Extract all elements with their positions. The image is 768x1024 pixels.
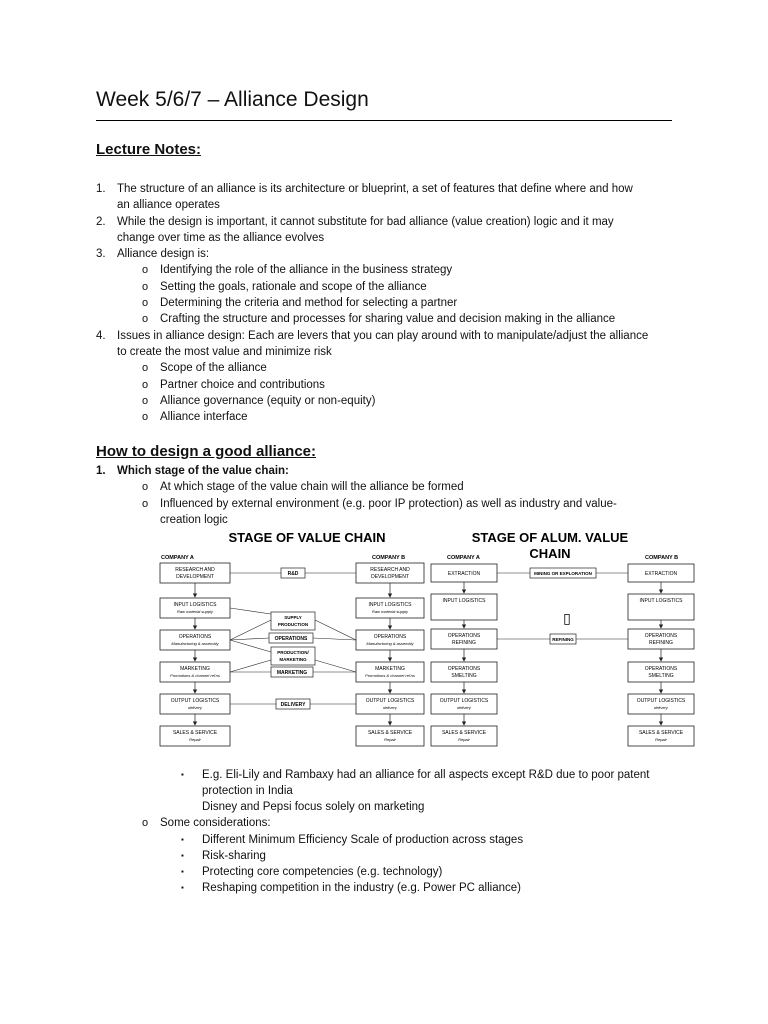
left-company-a-boxes <box>160 563 230 746</box>
box-main: EXTRACTION <box>644 571 678 577</box>
sub-item-text: Influenced by external environment (e.g. poor IP protection) as well as industry and value- <box>160 498 617 510</box>
placeholder-glyph-icon: ▯ <box>563 610 571 626</box>
box-main: RESEARCH AND <box>175 567 215 573</box>
box-sub: Manufacturing & assembly <box>171 641 219 646</box>
list-item-text: to create the most value and minimize risk <box>117 346 332 358</box>
box-sub: DEVELOPMENT <box>371 574 409 580</box>
right-diagram-title-line2: CHAIN <box>529 546 571 561</box>
sub-item-text: Scope of the alliance <box>160 362 267 374</box>
sub-item-text: Crafting the structure and processes for sharing value and decision making in the alliance <box>160 313 616 325</box>
sub-item-text: Partner choice and contributions <box>160 379 325 391</box>
page-title: Week 5/6/7 – Alliance Design <box>96 88 369 111</box>
right-company-b-boxes <box>628 564 694 746</box>
box-sub: delivery <box>383 705 397 710</box>
right-diagram-title-line1: STAGE OF ALUM. VALUE <box>471 530 629 545</box>
left-company-b-boxes <box>356 563 424 746</box>
hollow-bullet-icon: o <box>142 313 149 325</box>
link-label: SUPPLY <box>284 615 302 620</box>
box-main: SALES & SERVICE <box>441 730 487 736</box>
box-sub: Repair <box>189 737 201 742</box>
box-sub: REFINING <box>452 640 476 646</box>
link-label: PRODUCTION <box>277 622 309 627</box>
left-link-labels <box>230 568 356 709</box>
link-label: R&D <box>287 571 299 577</box>
link-label: OPERATIONS <box>274 636 308 642</box>
box-sub: delivery <box>654 705 668 710</box>
list-item-text: Which stage of the value chain: <box>117 465 289 477</box>
consideration-text: Protecting core competencies (e.g. technology) <box>202 866 443 878</box>
square-bullet-icon: ▪ <box>181 835 184 844</box>
square-bullet-icon: ▪ <box>181 770 184 779</box>
link-label: REFINING <box>552 637 574 642</box>
sub-item-text: Alliance governance (equity or non-equity) <box>160 395 376 407</box>
box-sub: DEVELOPMENT <box>176 574 214 580</box>
hollow-bullet-icon: o <box>142 411 149 423</box>
square-bullet-icon: ▪ <box>181 883 184 892</box>
box-main: OUTPUT LOGISTICS <box>439 698 489 704</box>
box-sub: Repair <box>384 737 396 742</box>
left-diagram <box>160 530 424 746</box>
consideration-text: Different Minimum Efficiency Scale of production across stages <box>202 834 524 846</box>
hollow-bullet-icon: o <box>142 264 149 276</box>
left-diagram-title: STAGE OF VALUE CHAIN <box>228 530 386 545</box>
example-text: E.g. Eli-Lily and Rambaxy had an alliance for all aspects except R&D due to poor patent <box>202 769 650 781</box>
box-main: EXTRACTION <box>447 571 481 577</box>
company-a-label: COMPANY A <box>447 555 480 561</box>
value-chain-diagrams <box>150 528 700 752</box>
box-main: OPERATIONS <box>644 633 678 639</box>
box-main: MARKETING <box>180 666 210 672</box>
box-sub: Repair <box>655 737 667 742</box>
box-sub: Manufacturing & assembly <box>366 641 414 646</box>
box-sub: Repair <box>458 737 470 742</box>
company-b-label: COMPANY B <box>645 555 679 561</box>
example-text: protection in India <box>202 785 293 797</box>
hollow-bullet-icon: o <box>142 817 149 829</box>
link-label: MARKETING <box>276 670 308 676</box>
right-link-labels <box>497 568 628 644</box>
hollow-bullet-icon: o <box>142 297 149 309</box>
good-alliance-heading: How to design a good alliance: <box>96 443 317 460</box>
list-item-text: Issues in alliance design: Each are levers that you can play around with to manipulate/adjust the alliance <box>117 330 649 342</box>
hollow-bullet-icon: o <box>142 498 149 510</box>
box-main: INPUT LOGISTICS <box>639 598 683 604</box>
link-label: MINING OR EXPLORATION <box>534 571 592 576</box>
box-sub: Promotions & channel rel'ns <box>365 673 415 678</box>
title-divider <box>96 120 672 121</box>
box-main: SALES & SERVICE <box>367 730 413 736</box>
box-main: OPERATIONS <box>447 633 481 639</box>
lecture-notes-heading: Lecture Notes: <box>96 141 202 158</box>
box-sub: REFINING <box>649 640 673 646</box>
box-main: INPUT LOGISTICS <box>442 598 486 604</box>
box-main: SALES & SERVICE <box>172 730 218 736</box>
box-main: OPERATIONS <box>373 634 407 640</box>
box-main: OPERATIONS <box>644 666 678 672</box>
box-sub: delivery <box>188 705 202 710</box>
list-number: 1. <box>96 465 106 477</box>
consideration-text: Risk-sharing <box>202 850 266 862</box>
box-main: OPERATIONS <box>447 666 481 672</box>
link-label: MARKETING <box>279 657 307 662</box>
list-item-text: While the design is important, it cannot substitute for bad alliance (value creation) logic and it may <box>117 216 614 228</box>
example-text: Disney and Pepsi focus solely on marketing <box>202 801 425 813</box>
list-item-text: The structure of an alliance is its architecture or blueprint, a set of features that define where and how <box>117 183 633 195</box>
list-number: 1. <box>96 183 106 195</box>
box-main: OUTPUT LOGISTICS <box>365 698 415 704</box>
list-number: 4. <box>96 330 106 342</box>
square-bullet-icon: ▪ <box>181 867 184 876</box>
list-item-text: Alliance design is: <box>117 248 210 260</box>
box-main: OUTPUT LOGISTICS <box>170 698 220 704</box>
box-main: OPERATIONS <box>178 634 212 640</box>
list-item-text: an alliance operates <box>117 199 220 211</box>
sub-item-text: creation logic <box>160 514 228 526</box>
right-diagram <box>431 530 694 746</box>
considerations-label: Some considerations: <box>160 817 271 829</box>
box-sub: SMELTING <box>648 673 674 679</box>
box-sub: Raw material supply <box>371 609 409 614</box>
box-sub: SMELTING <box>451 673 477 679</box>
hollow-bullet-icon: o <box>142 481 149 493</box>
hollow-bullet-icon: o <box>142 362 149 374</box>
consideration-text: Reshaping competition in the industry (e.g. Power PC alliance) <box>202 882 521 894</box>
sub-item-text: Alliance interface <box>160 411 248 423</box>
box-main: OUTPUT LOGISTICS <box>636 698 686 704</box>
right-company-a-boxes <box>431 564 497 746</box>
hollow-bullet-icon: o <box>142 281 149 293</box>
box-main: INPUT LOGISTICS <box>368 602 412 608</box>
sub-item-text: Determining the criteria and method for selecting a partner <box>160 297 458 309</box>
company-a-label: COMPANY A <box>161 555 194 561</box>
link-label: PRODUCTION/ <box>277 650 309 655</box>
box-main: RESEARCH AND <box>370 567 410 573</box>
sub-item-text: Identifying the role of the alliance in the business strategy <box>160 264 453 276</box>
square-bullet-icon: ▪ <box>181 851 184 860</box>
box-sub: Raw material supply <box>176 609 214 614</box>
company-b-label: COMPANY B <box>372 555 406 561</box>
link-label: DELIVERY <box>280 702 306 708</box>
box-main: SALES & SERVICE <box>638 730 684 736</box>
list-number: 2. <box>96 216 106 228</box>
hollow-bullet-icon: o <box>142 395 149 407</box>
sub-item-text: Setting the goals, rationale and scope of the alliance <box>160 281 427 293</box>
box-main: MARKETING <box>375 666 405 672</box>
sub-item-text: At which stage of the value chain will the alliance be formed <box>160 481 464 493</box>
hollow-bullet-icon: o <box>142 379 149 391</box>
box-main: INPUT LOGISTICS <box>173 602 217 608</box>
box-sub: Promotions & channel rel'ns <box>170 673 220 678</box>
list-number: 3. <box>96 248 106 260</box>
list-item-text: change over time as the alliance evolves <box>117 232 325 244</box>
box-sub: delivery <box>457 705 471 710</box>
